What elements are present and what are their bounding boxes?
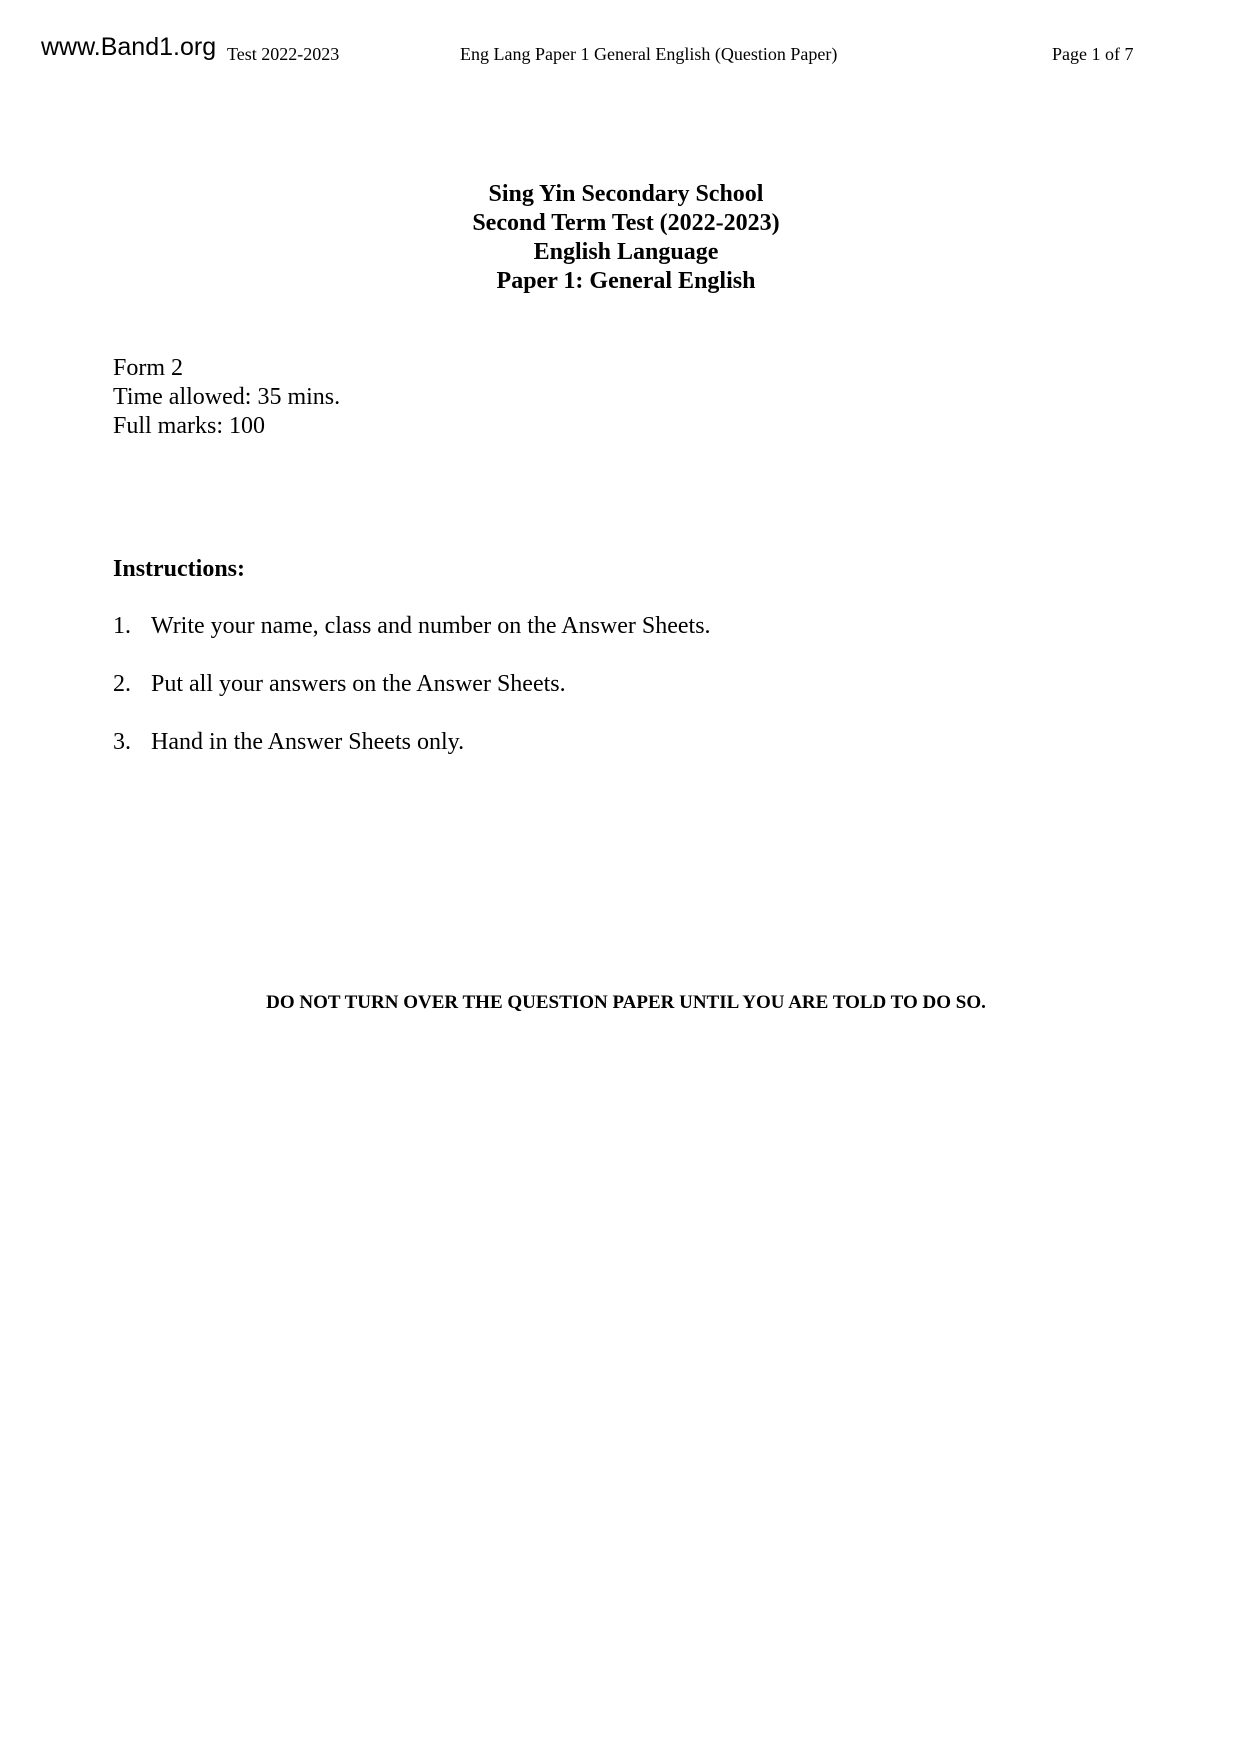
- instruction-item: [113, 612, 711, 641]
- subject-name: English Language: [533, 239, 719, 265]
- instruction-number: 2.: [113, 671, 131, 697]
- instruction-number: 3.: [113, 729, 131, 755]
- header-paper-title: Eng Lang Paper 1 General English (Question Paper): [460, 44, 838, 64]
- test-name: Second Term Test (2022-2023): [472, 210, 780, 236]
- full-marks: Full marks: 100: [113, 413, 266, 439]
- time-allowed: Time allowed: 35 mins.: [113, 384, 341, 410]
- paper-name: Paper 1: General English: [496, 268, 756, 294]
- instruction-text: Hand in the Answer Sheets only.: [151, 729, 465, 755]
- exam-meta: [113, 354, 340, 441]
- header-test-label: Test 2022-2023: [227, 44, 340, 64]
- instruction-text: Put all your answers on the Answer Sheets.: [151, 671, 566, 697]
- school-name: Sing Yin Secondary School: [488, 181, 764, 207]
- instruction-item: [113, 728, 464, 757]
- form-level: Form 2: [113, 355, 184, 381]
- header-page-number: Page 1 of 7: [1052, 44, 1134, 64]
- watermark-text: www.Band1.org: [41, 30, 222, 64]
- instruction-item: [113, 670, 566, 699]
- instruction-text: Write your name, class and number on the Answer Sheets.: [151, 613, 711, 639]
- notice-warning: DO NOT TURN OVER THE QUESTION PAPER UNTIL YOU ARE TOLD TO DO SO.: [266, 992, 986, 1013]
- instructions-heading: Instructions:: [113, 556, 246, 582]
- instruction-number: 1.: [113, 613, 131, 639]
- title-block: [0, 180, 1240, 296]
